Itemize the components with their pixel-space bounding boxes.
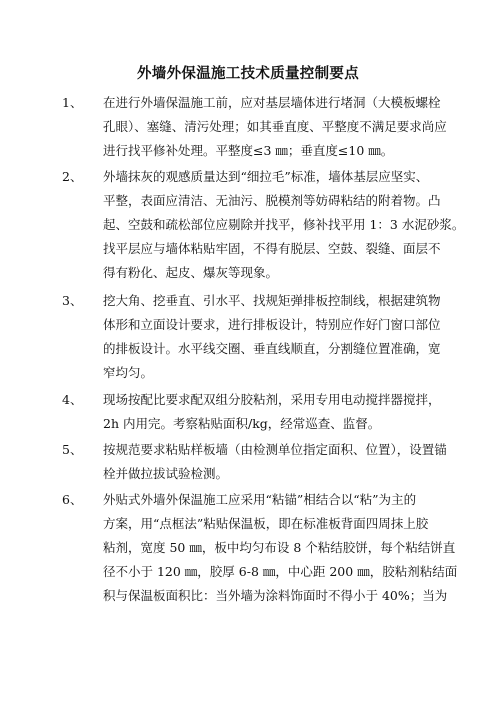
item-number: 4、: [62, 392, 83, 407]
item-line: 积与保温板面积比：当外墙为涂料饰面时不得小于 40%；当为: [103, 588, 448, 603]
item-line: 外墙抹灰的观感质量达到“细拉毛”标准，墙体基层应坚实、: [103, 169, 429, 184]
item-line: 体形和立面设计要求，进行排板设计，特别应作好门窗口部位: [103, 317, 441, 332]
item-line: 粘剂，宽度 50 ㎜，板中均匀布设 8 个粘结胶饼，每个粘结饼直: [103, 540, 456, 555]
item-line: 现场按配比要求配双组分胶粘剂，采用专用电动搅拌器搅拌，: [103, 392, 441, 407]
item-line: 方案，用“点框法”粘贴保温板，即在标准板背面四周抹上胶: [103, 516, 429, 531]
item-line: 外贴式外墙外保温施工应采用“粘锚”相结合以“粘”为主的: [103, 492, 417, 507]
item-line: 2h 内用完。考察粘贴面积/kg，经常巡查、监督。: [103, 416, 381, 431]
item-line: 窄均匀。: [103, 365, 154, 380]
item-number: 3、: [62, 293, 83, 308]
item-number: 5、: [62, 442, 83, 457]
item-line: 栓并做拉拔试验检测。: [103, 466, 229, 481]
item-line: 按规范要求粘贴样板墙（由检测单位指定面积、位置），设置锚: [103, 442, 447, 457]
item-line: 孔眼）、塞缝、清污处理；如其垂直度、平整度不满足要求尚应: [103, 119, 447, 134]
item-line: 挖大角、挖垂直、引水平、找规矩弹排板控制线，根据建筑物: [103, 293, 441, 308]
item-line: 进行找平修补处理。平整度≤3 ㎜；垂直度≤10 ㎜。: [103, 143, 394, 158]
item-number: 2、: [62, 169, 83, 184]
document-title: 外墙外保温施工技术质量控制要点: [137, 66, 359, 82]
item-line: 径不小于 120 ㎜，胶厚 6-8 ㎜，中心距 200 ㎜，胶粘剂粘结面: [103, 564, 458, 579]
item-line: 找平层应与墙体粘贴牢固，不得有脱层、空鼓、裂缝、面层不: [103, 241, 441, 256]
item-line: 在进行外墙保温施工前，应对基层墙体进行堵洞（大模板螺栓: [103, 95, 441, 110]
item-number: 6、: [62, 492, 83, 507]
item-line: 的排板设计。水平线交圈、垂直线顺直，分割缝位置准确，宽: [103, 341, 441, 356]
item-line: 得有粉化、起皮、爆灰等现象。: [103, 265, 279, 280]
item-line: 起、空鼓和疏松部位应剔除并找平，修补找平用 1：3 水泥砂浆。: [103, 217, 465, 232]
item-number: 1、: [62, 95, 83, 110]
item-line: 平整，表面应清洁、无油污、脱模剂等妨碍粘结的附着物。凸: [103, 193, 441, 208]
